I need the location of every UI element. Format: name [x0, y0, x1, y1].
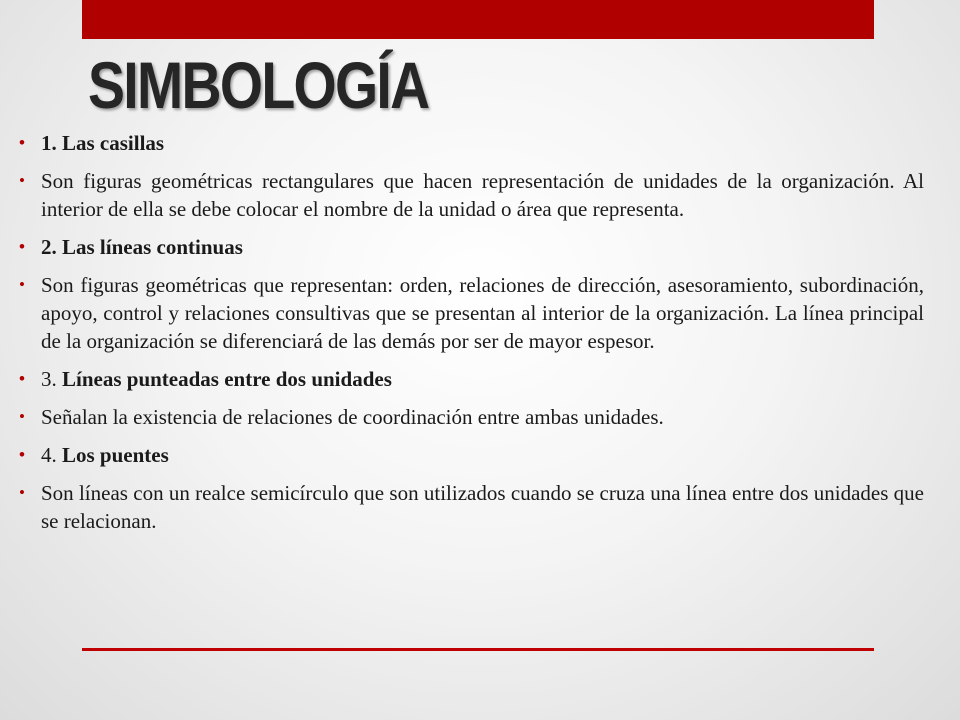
- list-item-heading-puentes: [19, 441, 924, 469]
- item-text: Son figuras geométricas que representan: orden, relaciones de dirección, asesoramiento, subordinación, apoyo, control y relaciones consultivas que se presentan al interior de la organización. La línea principal de la organización se diferenciará de las demás por ser de mayor espesor.: [41, 273, 924, 353]
- item-number: 4.: [41, 443, 62, 467]
- item-text: Son líneas con un realce semicírculo que son utilizados cuando se cruza una línea entre dos unidades que se relacionan.: [41, 481, 924, 533]
- bullet-icon: •: [19, 445, 25, 464]
- list-item-heading-casillas: [19, 129, 924, 157]
- bullet-icon: •: [19, 237, 25, 256]
- list-item-heading-lineas-continuas: [19, 233, 924, 261]
- bullet-icon: •: [19, 483, 25, 502]
- list-item-heading-lineas-punteadas: [19, 365, 924, 393]
- bullet-icon: •: [19, 133, 25, 152]
- item-label: 2. Las líneas continuas: [41, 235, 243, 259]
- item-number: 3.: [41, 367, 62, 391]
- bullet-icon: •: [19, 369, 25, 388]
- slide-title: SIMBOLOGÍA: [88, 48, 429, 122]
- list-item-casillas-description: [19, 167, 924, 223]
- item-label: Los puentes: [62, 443, 169, 467]
- item-label: Líneas punteadas entre dos unidades: [62, 367, 392, 391]
- bullet-icon: •: [19, 407, 25, 426]
- bullet-list: [19, 129, 924, 545]
- bottom-accent-line: [82, 648, 874, 651]
- list-item-lineas-punteadas-description: [19, 403, 924, 431]
- item-text: Señalan la existencia de relaciones de coordinación entre ambas unidades.: [41, 405, 664, 429]
- bullet-icon: •: [19, 275, 25, 294]
- list-item-lineas-continuas-description: [19, 271, 924, 355]
- item-text: Son figuras geométricas rectangulares que hacen representación de unidades de la organización. Al interior de ella se debe colocar el nombre de la unidad o área que representa.: [41, 169, 924, 221]
- bullet-icon: •: [19, 171, 25, 190]
- top-accent-bar: [82, 0, 874, 39]
- list-item-puentes-description: [19, 479, 924, 535]
- item-label: 1. Las casillas: [41, 131, 165, 155]
